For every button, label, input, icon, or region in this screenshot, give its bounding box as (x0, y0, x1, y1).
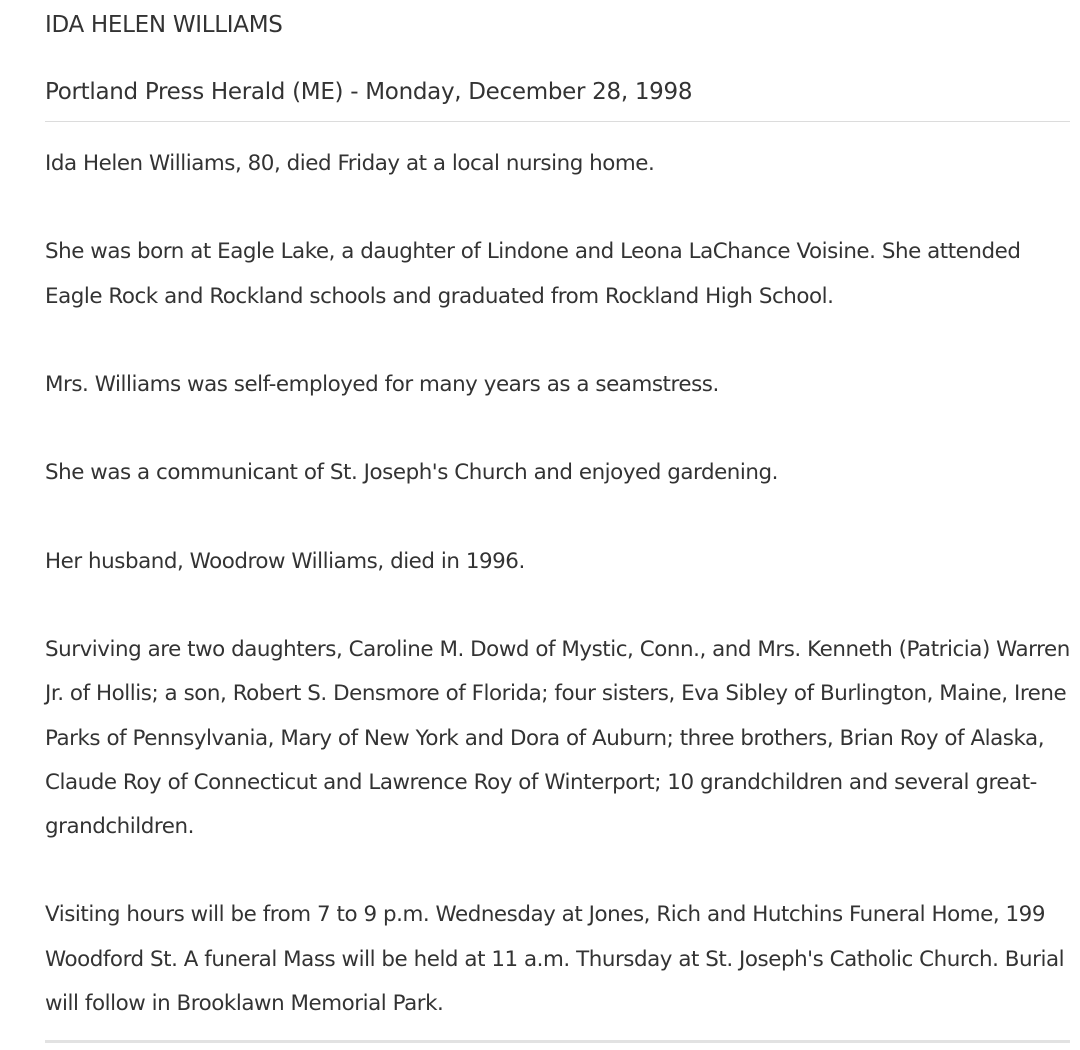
paragraph-husband: Her husband, Woodrow Williams, died in 1996. (45, 548, 525, 574)
obituary-title: IDA HELEN WILLIAMS (45, 12, 283, 38)
paragraph-occupation: Mrs. Williams was self-employed for many years as a seamstress. (45, 371, 719, 397)
paragraph-church: She was a communicant of St. Joseph's Church and enjoyed gardening. (45, 460, 778, 486)
footer-divider (45, 1040, 1070, 1043)
paragraph-survivors: Surviving are two daughters, Caroline M. Dowd of Mystic, Conn., and Mrs. Kenneth (Patricia) Warren Jr. of Hollis; a son, Robert S. Densmore of Florida; four sisters, Eva Sibley of Burlington, Maine, Irene Parks of Pennsylvania, Mary of New York and Dora of Auburn; three brothers, Brian Roy of Alaska, Claude Roy of Connecticut and Lawrence Roy of Winterport; 10 grandchildren and several great-grandchildren. (45, 637, 1070, 839)
header-divider (45, 121, 1070, 122)
publication-source: Portland Press Herald (ME) - Monday, December 28, 1998 (45, 79, 693, 105)
paragraph-birth-education: She was born at Eagle Lake, a daughter of Lindone and Leona LaChance Voisine. She attended Eagle Rock and Rockland schools and graduated from Rockland High School. (45, 239, 1021, 309)
paragraph-death: Ida Helen Williams, 80, died Friday at a local nursing home. (45, 151, 655, 176)
obituary-body (45, 142, 1075, 1026)
paragraph-services: Visiting hours will be from 7 to 9 p.m. Wednesday at Jones, Rich and Hutchins Funeral Home, 199 Woodford St. A funeral Mass will be held at 11 a.m. Thursday at St. Joseph's Catholic Church. Burial will follow in Brooklawn Memorial Park. (45, 902, 1065, 1016)
